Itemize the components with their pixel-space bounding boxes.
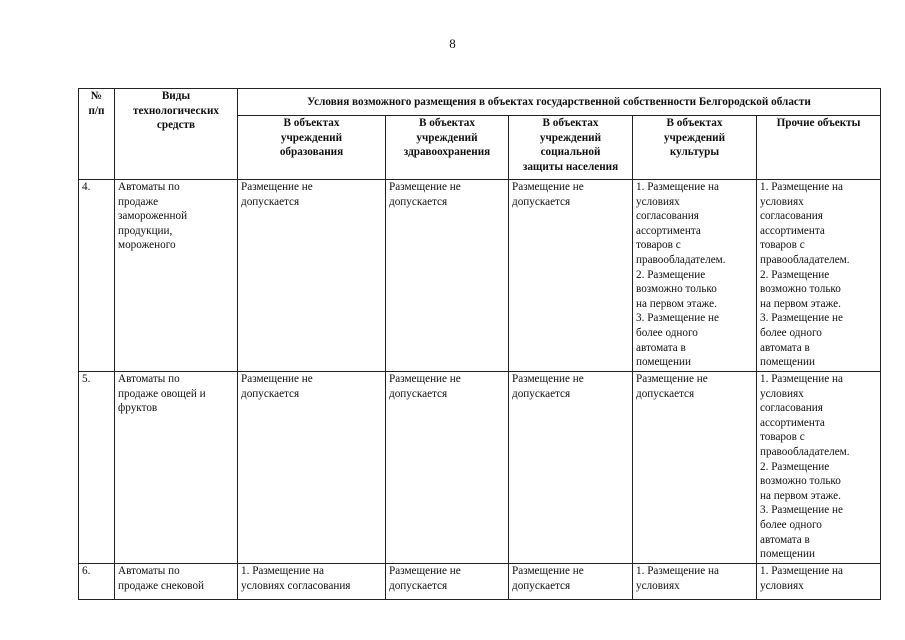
cell-culture: Размещение не допускается <box>633 372 757 564</box>
cell-culture: 1. Размещение на условиях согласования ассортимента товаров с правообладателем. 2. Размещение возможно только на первом этаже. 3. Размещение не более одного автомата в помещении <box>633 180 757 372</box>
cell-social: Размещение не допускается <box>509 564 633 600</box>
table-row <box>79 180 881 372</box>
header-group-title: Условия возможного размещения в объектах государственной собственности Белгородской области <box>238 89 881 116</box>
cell-culture: 1. Размещение на условиях <box>633 564 757 600</box>
row-type: Автоматы по продаже снековой <box>115 564 238 600</box>
cell-other: 1. Размещение на условиях согласования ассортимента товаров с правообладателем. 2. Размещение возможно только на первом этаже. 3. Размещение не более одного автомата в помещении <box>757 180 881 372</box>
row-num: 5. <box>79 372 115 564</box>
header-row-group <box>79 89 881 116</box>
header-num: № п/п <box>79 89 115 180</box>
cell-health: Размещение не допускается <box>386 564 509 600</box>
header-col-health: В объектах учреждений здравоохранения <box>386 116 509 180</box>
row-num: 6. <box>79 564 115 600</box>
cell-health: Размещение не допускается <box>386 180 509 372</box>
header-type: Виды технологических средств <box>115 89 238 180</box>
page-number: 8 <box>449 36 456 51</box>
header-col-education: В объектах учреждений образования <box>238 116 386 180</box>
header-col-other: Прочие объекты <box>757 116 881 180</box>
cell-other: 1. Размещение на условиях <box>757 564 881 600</box>
header-col-culture: В объектах учреждений культуры <box>633 116 757 180</box>
cell-health: Размещение не допускается <box>386 372 509 564</box>
row-num: 4. <box>79 180 115 372</box>
cell-social: Размещение не допускается <box>509 372 633 564</box>
row-type: Автоматы по продаже овощей и фруктов <box>115 372 238 564</box>
table-row <box>79 372 881 564</box>
placement-conditions-table <box>78 88 881 600</box>
cell-other: 1. Размещение на условиях согласования ассортимента товаров с правообладателем. 2. Размещение возможно только на первом этаже. 3. Размещение не более одного автомата в помещении <box>757 372 881 564</box>
cell-education: Размещение не допускается <box>238 372 386 564</box>
row-type: Автоматы по продаже замороженной продукции, мороженого <box>115 180 238 372</box>
cell-education: Размещение не допускается <box>238 180 386 372</box>
cell-education: 1. Размещение на условиях согласования <box>238 564 386 600</box>
header-col-social: В объектах учреждений социальной защиты населения <box>509 116 633 180</box>
table-row <box>79 564 881 600</box>
cell-social: Размещение не допускается <box>509 180 633 372</box>
